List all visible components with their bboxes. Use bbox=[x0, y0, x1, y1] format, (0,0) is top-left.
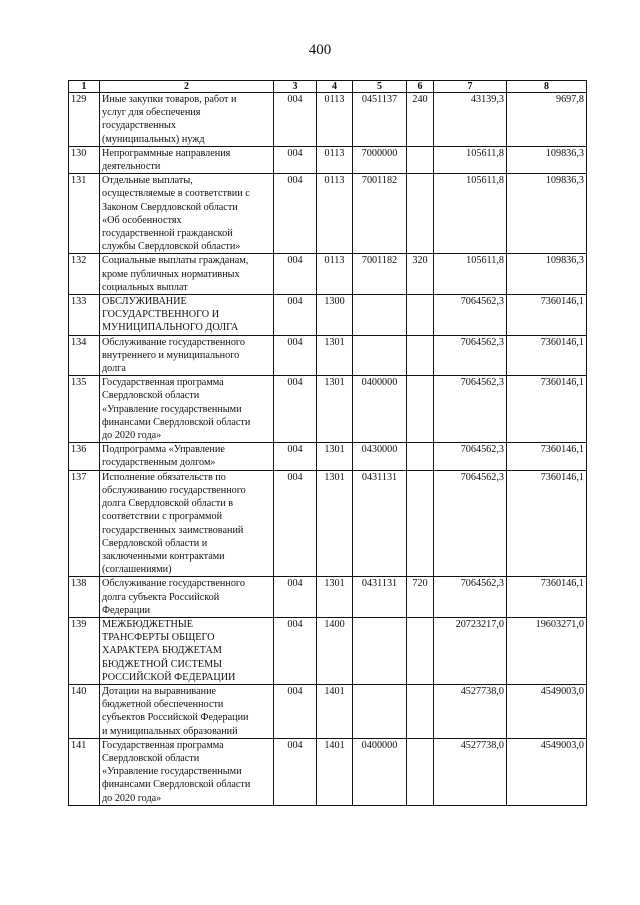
description-line: Исполнение обязательств по bbox=[102, 471, 226, 483]
ministry-code: 004 bbox=[274, 376, 317, 443]
row-description bbox=[100, 684, 274, 738]
amount-year-2: 109836,3 bbox=[507, 146, 587, 173]
description-line: бюджетной обеспеченности bbox=[102, 699, 224, 711]
amount-year-2: 109836,3 bbox=[507, 254, 587, 295]
budget-table bbox=[68, 80, 587, 806]
ministry-code: 004 bbox=[274, 617, 317, 684]
description-line: Свердловской области bbox=[102, 752, 200, 764]
description-line: Обслуживание государственного bbox=[102, 336, 245, 348]
col-header: 3 bbox=[274, 81, 317, 93]
row-description bbox=[100, 577, 274, 618]
description-line: Обслуживание государственного bbox=[102, 578, 245, 590]
description-line: ХАРАКТЕРА БЮДЖЕТАМ bbox=[102, 645, 222, 657]
table-row bbox=[69, 146, 587, 173]
section-code: 0113 bbox=[317, 146, 353, 173]
row-description bbox=[100, 174, 274, 254]
expense-type-code bbox=[407, 684, 434, 738]
description-line: осуществляемые в соответствии с bbox=[102, 188, 250, 200]
amount-year-1: 7064562,3 bbox=[434, 443, 507, 470]
description-line: до 2020 года» bbox=[102, 792, 162, 804]
section-code: 1401 bbox=[317, 738, 353, 805]
section-code: 1301 bbox=[317, 335, 353, 376]
amount-year-1: 105611,8 bbox=[434, 146, 507, 173]
row-description bbox=[100, 146, 274, 173]
expense-type-code bbox=[407, 443, 434, 470]
section-code: 1301 bbox=[317, 470, 353, 577]
target-article-code bbox=[353, 684, 407, 738]
row-number: 138 bbox=[69, 577, 100, 618]
amount-year-1: 4527738,0 bbox=[434, 738, 507, 805]
ministry-code: 004 bbox=[274, 738, 317, 805]
amount-year-1: 7064562,3 bbox=[434, 335, 507, 376]
description-line: Иные закупки товаров, работ и bbox=[102, 94, 237, 105]
section-code: 1301 bbox=[317, 443, 353, 470]
row-number: 136 bbox=[69, 443, 100, 470]
amount-year-2: 19603271,0 bbox=[507, 617, 587, 684]
section-code: 1300 bbox=[317, 295, 353, 336]
table-row bbox=[69, 738, 587, 805]
amount-year-2: 7360146,1 bbox=[507, 443, 587, 470]
expense-type-code bbox=[407, 146, 434, 173]
col-header: 2 bbox=[100, 81, 274, 93]
description-line: Государственная программа bbox=[102, 377, 224, 389]
description-line: «Об особенностях bbox=[102, 214, 182, 226]
description-line: ГОСУДАРСТВЕННОГО И bbox=[102, 309, 220, 321]
description-line: Подпрограмма «Управление bbox=[102, 444, 225, 456]
description-line: РОССИЙСКОЙ ФЕДЕРАЦИИ bbox=[102, 671, 236, 683]
section-code: 0113 bbox=[317, 174, 353, 254]
description-line: долга субъекта Российской bbox=[102, 591, 220, 603]
expense-type-code bbox=[407, 617, 434, 684]
table-row bbox=[69, 376, 587, 443]
description-line: деятельности bbox=[102, 161, 161, 173]
section-code: 0113 bbox=[317, 254, 353, 295]
col-header: 8 bbox=[507, 81, 587, 93]
ministry-code: 004 bbox=[274, 93, 317, 147]
target-article-code: 0400000 bbox=[353, 738, 407, 805]
row-number: 140 bbox=[69, 684, 100, 738]
description-line: внутреннего и муниципального bbox=[102, 349, 240, 361]
description-line: «Управление государственными bbox=[102, 766, 242, 778]
ministry-code: 004 bbox=[274, 470, 317, 577]
table-row bbox=[69, 470, 587, 577]
description-line: финансами Свердловской области bbox=[102, 416, 251, 428]
description-line: заключенными контрактами bbox=[102, 550, 225, 562]
description-line: государственным долгом» bbox=[102, 457, 216, 469]
expense-type-code bbox=[407, 470, 434, 577]
description-line: Федерации bbox=[102, 604, 151, 616]
ministry-code: 004 bbox=[274, 577, 317, 618]
amount-year-1: 43139,3 bbox=[434, 93, 507, 147]
ministry-code: 004 bbox=[274, 146, 317, 173]
target-article-code: 7000000 bbox=[353, 146, 407, 173]
expense-type-code: 720 bbox=[407, 577, 434, 618]
expense-type-code bbox=[407, 295, 434, 336]
row-number: 133 bbox=[69, 295, 100, 336]
description-line: кроме публичных нормативных bbox=[102, 268, 240, 280]
amount-year-1: 7064562,3 bbox=[434, 470, 507, 577]
row-description bbox=[100, 738, 274, 805]
description-line: «Управление государственными bbox=[102, 403, 242, 415]
description-line: долга Свердловской области в bbox=[102, 498, 234, 510]
expense-type-code: 240 bbox=[407, 93, 434, 147]
target-article-code: 0431131 bbox=[353, 577, 407, 618]
amount-year-2: 7360146,1 bbox=[507, 470, 587, 577]
section-code: 1400 bbox=[317, 617, 353, 684]
section-code: 0113 bbox=[317, 93, 353, 147]
description-line: государственных bbox=[102, 120, 176, 132]
row-number: 129 bbox=[69, 93, 100, 147]
description-line: государственной гражданской bbox=[102, 228, 233, 240]
table-row bbox=[69, 617, 587, 684]
amount-year-2: 7360146,1 bbox=[507, 335, 587, 376]
description-line: (муниципальных) нужд bbox=[102, 133, 205, 145]
description-line: обслуживанию государственного bbox=[102, 484, 246, 496]
description-line: Социальные выплаты гражданам, bbox=[102, 255, 249, 267]
row-number: 130 bbox=[69, 146, 100, 173]
amount-year-2: 109836,3 bbox=[507, 174, 587, 254]
ministry-code: 004 bbox=[274, 443, 317, 470]
amount-year-1: 7064562,3 bbox=[434, 295, 507, 336]
expense-type-code bbox=[407, 376, 434, 443]
section-code: 1301 bbox=[317, 577, 353, 618]
col-header: 7 bbox=[434, 81, 507, 93]
description-line: государственных заимствований bbox=[102, 524, 244, 536]
amount-year-1: 7064562,3 bbox=[434, 376, 507, 443]
target-article-code bbox=[353, 295, 407, 336]
description-line: субъектов Российской Федерации bbox=[102, 712, 249, 724]
row-number: 137 bbox=[69, 470, 100, 577]
row-number: 131 bbox=[69, 174, 100, 254]
target-article-code bbox=[353, 617, 407, 684]
amount-year-1: 4527738,0 bbox=[434, 684, 507, 738]
target-article-code bbox=[353, 335, 407, 376]
amount-year-2: 7360146,1 bbox=[507, 577, 587, 618]
description-line: БЮДЖЕТНОЙ СИСТЕМЫ bbox=[102, 658, 223, 670]
row-description bbox=[100, 254, 274, 295]
table-row bbox=[69, 174, 587, 254]
table-row bbox=[69, 443, 587, 470]
amount-year-1: 20723217,0 bbox=[434, 617, 507, 684]
target-article-code: 7001182 bbox=[353, 174, 407, 254]
ministry-code: 004 bbox=[274, 335, 317, 376]
description-line: (соглашениями) bbox=[102, 564, 172, 576]
amount-year-2: 4549003,0 bbox=[507, 684, 587, 738]
expense-type-code bbox=[407, 174, 434, 254]
amount-year-1: 105611,8 bbox=[434, 254, 507, 295]
amount-year-2: 7360146,1 bbox=[507, 295, 587, 336]
ministry-code: 004 bbox=[274, 295, 317, 336]
expense-type-code bbox=[407, 335, 434, 376]
row-number: 139 bbox=[69, 617, 100, 684]
description-line: финансами Свердловской области bbox=[102, 779, 251, 791]
col-header: 4 bbox=[317, 81, 353, 93]
description-line: Непрограммные направления bbox=[102, 147, 231, 159]
amount-year-1: 7064562,3 bbox=[434, 577, 507, 618]
table-row bbox=[69, 335, 587, 376]
description-line: Свердловской области и bbox=[102, 537, 208, 549]
row-description bbox=[100, 93, 274, 147]
table-row bbox=[69, 254, 587, 295]
target-article-code: 0400000 bbox=[353, 376, 407, 443]
description-line: Свердловской области bbox=[102, 390, 200, 402]
col-header: 1 bbox=[69, 81, 100, 93]
col-header: 6 bbox=[407, 81, 434, 93]
page-number: 400 bbox=[308, 42, 332, 58]
amount-year-2: 4549003,0 bbox=[507, 738, 587, 805]
ministry-code: 004 bbox=[274, 174, 317, 254]
expense-type-code: 320 bbox=[407, 254, 434, 295]
description-line: долга bbox=[102, 363, 126, 375]
row-number: 134 bbox=[69, 335, 100, 376]
target-article-code: 0431131 bbox=[353, 470, 407, 577]
row-description bbox=[100, 335, 274, 376]
description-line: Отдельные выплаты, bbox=[102, 175, 193, 187]
table-row bbox=[69, 93, 587, 147]
amount-year-2: 9697,8 bbox=[507, 93, 587, 147]
ministry-code: 004 bbox=[274, 254, 317, 295]
row-number: 132 bbox=[69, 254, 100, 295]
description-line: МЕЖБЮДЖЕТНЫЕ bbox=[102, 618, 193, 630]
row-description bbox=[100, 617, 274, 684]
target-article-code: 0451137 bbox=[353, 93, 407, 147]
description-line: Государственная программа bbox=[102, 739, 224, 751]
row-number: 141 bbox=[69, 738, 100, 805]
row-description bbox=[100, 376, 274, 443]
description-line: до 2020 года» bbox=[102, 430, 162, 442]
row-description bbox=[100, 470, 274, 577]
table-row bbox=[69, 295, 587, 336]
target-article-code: 0430000 bbox=[353, 443, 407, 470]
row-number: 135 bbox=[69, 376, 100, 443]
header-row bbox=[69, 81, 587, 93]
section-code: 1401 bbox=[317, 684, 353, 738]
expense-type-code bbox=[407, 738, 434, 805]
description-line: ТРАНСФЕРТЫ ОБЩЕГО bbox=[102, 632, 215, 644]
target-article-code: 7001182 bbox=[353, 254, 407, 295]
description-line: услуг для обеспечения bbox=[102, 107, 201, 119]
description-line: соответствии с программой bbox=[102, 511, 223, 523]
section-code: 1301 bbox=[317, 376, 353, 443]
amount-year-1: 105611,8 bbox=[434, 174, 507, 254]
row-description bbox=[100, 443, 274, 470]
ministry-code: 004 bbox=[274, 684, 317, 738]
description-line: Дотации на выравнивание bbox=[102, 685, 217, 697]
table-row bbox=[69, 684, 587, 738]
row-description bbox=[100, 295, 274, 336]
col-header: 5 bbox=[353, 81, 407, 93]
description-line: МУНИЦИПАЛЬНОГО ДОЛГА bbox=[102, 322, 239, 334]
description-line: Законом Свердловской области bbox=[102, 201, 238, 213]
description-line: ОБСЛУЖИВАНИЕ bbox=[102, 296, 187, 308]
description-line: социальных выплат bbox=[102, 281, 188, 293]
description-line: службы Свердловской области» bbox=[102, 241, 241, 253]
description-line: и муниципальных образований bbox=[102, 725, 238, 737]
amount-year-2: 7360146,1 bbox=[507, 376, 587, 443]
table-row bbox=[69, 577, 587, 618]
